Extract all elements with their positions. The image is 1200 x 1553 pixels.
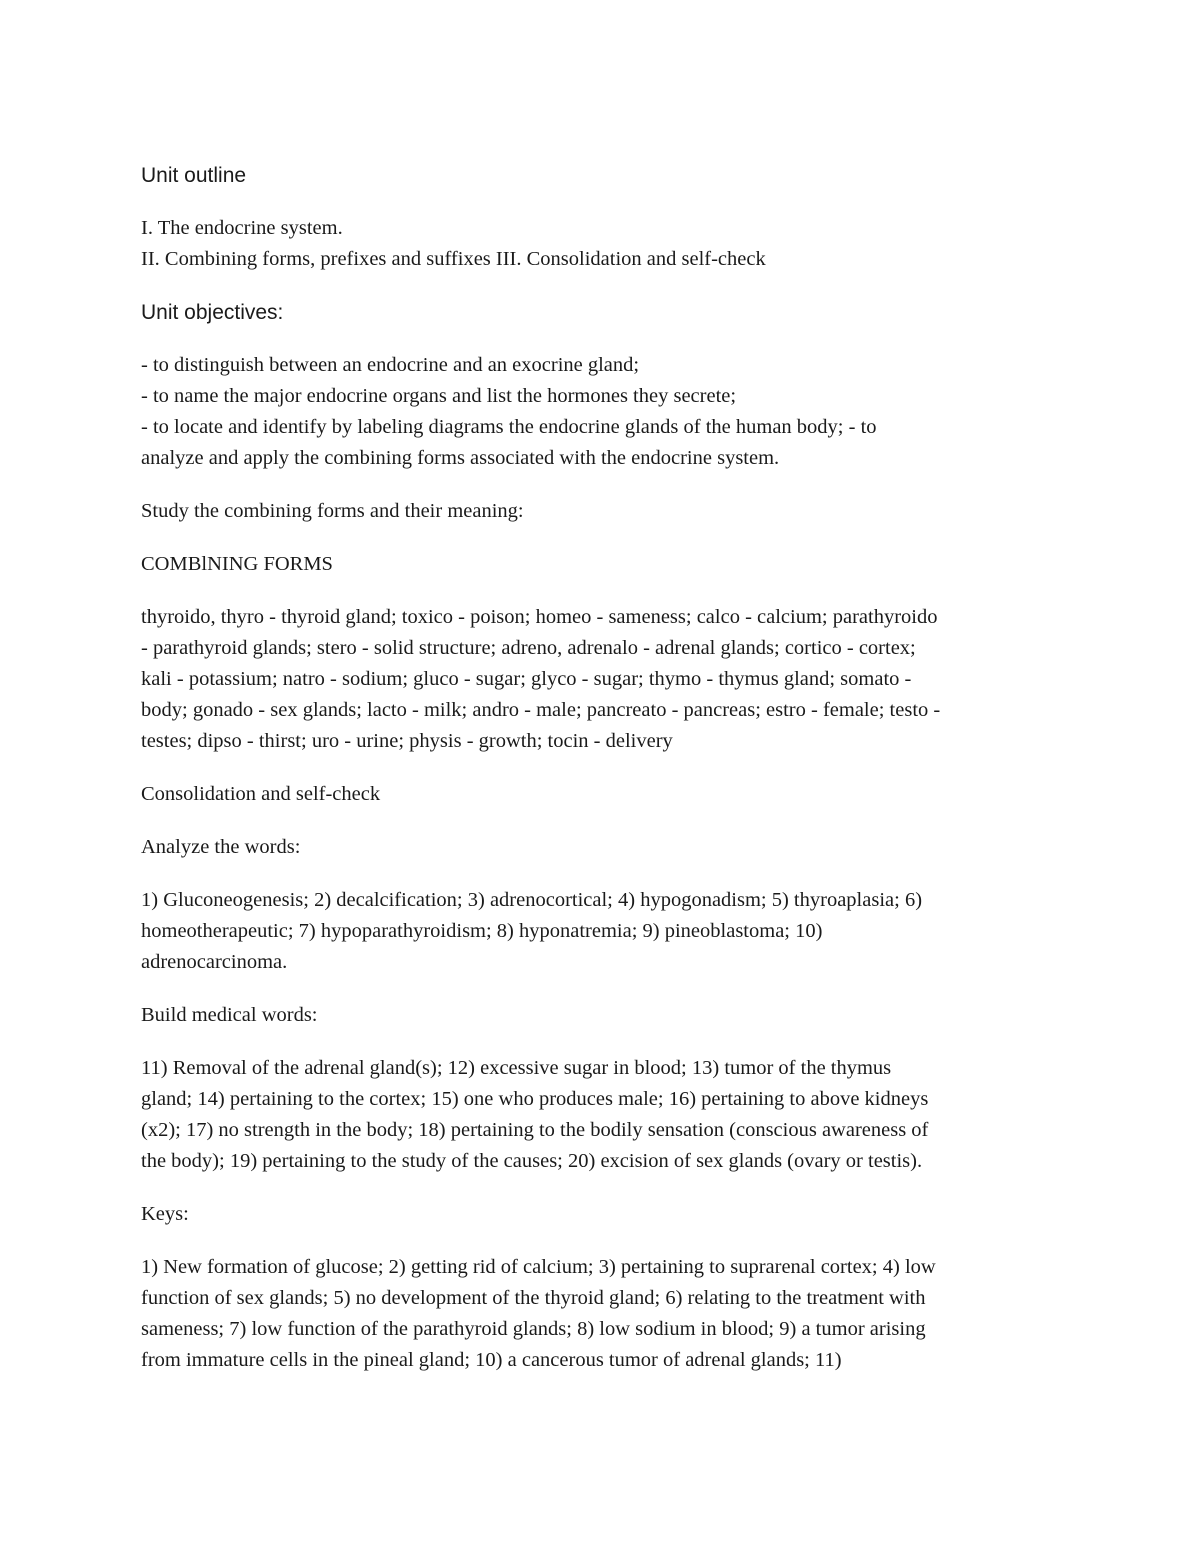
- outline-item: II. Combining forms, prefixes and suffixes III. Consolidation and self-check: [141, 248, 766, 270]
- document-page: [141, 160, 1066, 1398]
- unit-objectives-heading: Unit objectives:: [141, 301, 284, 324]
- build-paragraph: [141, 1053, 1066, 1177]
- keys-line: 1) New formation of glucose; 2) getting rid of calcium; 3) pertaining to suprarenal cortex; 4) low: [141, 1256, 936, 1278]
- keys-line: from immature cells in the pineal gland; 10) a cancerous tumor of adrenal glands; 11): [141, 1349, 842, 1371]
- combining-forms-heading: COMBlNING FORMS: [141, 553, 333, 575]
- build-line: the body); 19) pertaining to the study of the causes; 20) excision of sex glands (ovary or testis).: [141, 1150, 923, 1172]
- analyze-heading: Analyze the words:: [141, 836, 301, 858]
- outline-item: I. The endocrine system.: [141, 217, 343, 239]
- analyze-line: 1) Gluconeogenesis; 2) decalcification; 3) adrenocortical; 4) hypogonadism; 5) thyroaplasia; 6): [141, 889, 923, 911]
- combining-forms-line: thyroido, thyro - thyroid gland; toxico - poison; homeo - sameness; calco - calcium; parathyroido: [141, 606, 938, 628]
- keys-line: sameness; 7) low function of the parathyroid glands; 8) low sodium in blood; 9) a tumor arising: [141, 1318, 926, 1340]
- keys-paragraph: [141, 1252, 1066, 1376]
- outline-list: [141, 213, 1066, 275]
- keys-line: function of sex glands; 5) no development of the thyroid gland; 6) relating to the treatment with: [141, 1287, 926, 1309]
- objective-line: - to name the major endocrine organs and list the hormones they secrete;: [141, 385, 737, 407]
- combining-forms-line: - parathyroid glands; stero - solid structure; adreno, adrenalo - adrenal glands; cortico - cortex;: [141, 637, 916, 659]
- build-line: (x2); 17) no strength in the body; 18) pertaining to the bodily sensation (conscious awareness of: [141, 1119, 929, 1141]
- build-heading: Build medical words:: [141, 1004, 318, 1026]
- objective-line: analyze and apply the combining forms associated with the endocrine system.: [141, 447, 780, 469]
- combining-forms-paragraph: [141, 602, 1066, 757]
- consolidation-heading: Consolidation and self-check: [141, 783, 381, 805]
- objective-line: - to distinguish between an endocrine and an exocrine gland;: [141, 354, 640, 376]
- build-line: 11) Removal of the adrenal gland(s); 12) excessive sugar in blood; 13) tumor of the thymus: [141, 1057, 892, 1079]
- build-line: gland; 14) pertaining to the cortex; 15) one who produces male; 16) pertaining to above kidneys: [141, 1088, 929, 1110]
- combining-forms-line: body; gonado - sex glands; lacto - milk; andro - male; pancreato - pancreas; estro - female; testo -: [141, 699, 941, 721]
- study-instruction: Study the combining forms and their meaning:: [141, 500, 524, 522]
- analyze-line: adrenocarcinoma.: [141, 951, 288, 973]
- objectives-list: [141, 350, 1066, 474]
- keys-heading: Keys:: [141, 1203, 189, 1225]
- analyze-paragraph: [141, 885, 1066, 978]
- combining-forms-line: testes; dipso - thirst; uro - urine; physis - growth; tocin - delivery: [141, 730, 673, 752]
- combining-forms-line: kali - potassium; natro - sodium; gluco - sugar; glyco - sugar; thymo - thymus gland; somato -: [141, 668, 912, 690]
- analyze-line: homeotherapeutic; 7) hypoparathyroidism; 8) hyponatremia; 9) pineoblastoma; 10): [141, 920, 823, 942]
- objective-line: - to locate and identify by labeling diagrams the endocrine glands of the human body; - to: [141, 416, 877, 438]
- unit-outline-heading: Unit outline: [141, 164, 247, 187]
